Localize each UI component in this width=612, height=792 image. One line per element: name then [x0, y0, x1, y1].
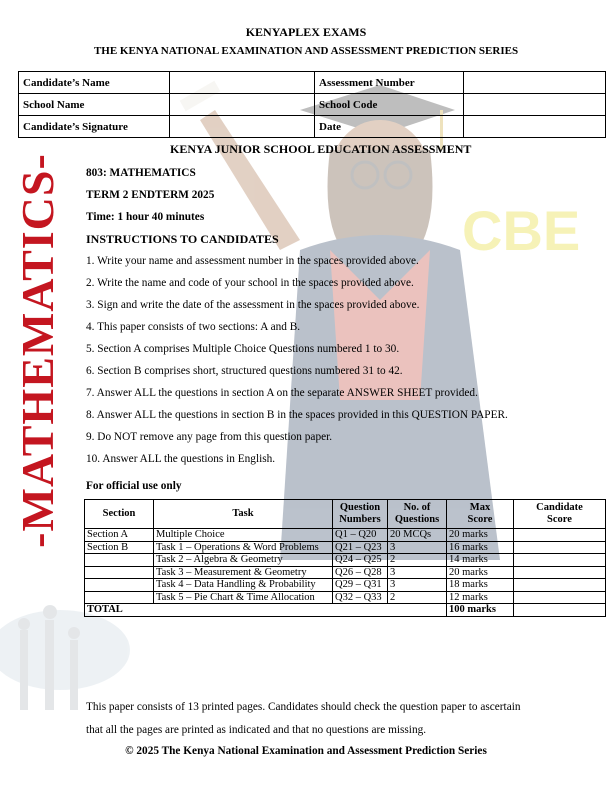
instruction-item: 10. Answer ALL the questions in English.	[86, 453, 276, 465]
row-task: Task 2 – Algebra & Geometry	[154, 554, 333, 567]
instructions-title: INSTRUCTIONS TO CANDIDATES	[86, 232, 279, 246]
row-section: Section B	[85, 541, 154, 554]
row-candidate-score[interactable]	[514, 579, 606, 592]
instruction-item: 4. This paper consists of two sections: A and B.	[86, 321, 301, 333]
total-max: 100 marks	[447, 604, 514, 617]
row-task: Task 1 – Operations & Word Problems	[154, 541, 333, 554]
row-count: 3	[388, 566, 447, 579]
row-questions: Q21 – Q23	[333, 541, 388, 554]
row-count: 3	[388, 541, 447, 554]
table-row	[85, 529, 606, 542]
row-task: Multiple Choice	[154, 529, 333, 542]
row-questions: Q1 – Q20	[333, 529, 388, 542]
row-questions: Q24 – Q25	[333, 554, 388, 567]
paper-info	[86, 162, 606, 470]
school-code-field[interactable]	[464, 94, 606, 116]
row-section	[85, 554, 154, 567]
row-candidate-score[interactable]	[514, 554, 606, 567]
copyright: © 2025 The Kenya National Examination and Assessment Prediction Series	[125, 745, 487, 757]
question-numbers-header: Question Numbers	[333, 500, 388, 529]
school-name-label: School Name	[19, 94, 170, 116]
row-section: Section A	[85, 529, 154, 542]
table-row	[85, 579, 606, 592]
row-count: 2	[388, 591, 447, 604]
row-section	[85, 566, 154, 579]
row-count: 2	[388, 554, 447, 567]
max-score-header: Max Score	[447, 500, 514, 529]
row-max: 18 marks	[447, 579, 514, 592]
assessment-number-label: Assessment Number	[315, 72, 464, 94]
table-row	[85, 554, 606, 567]
candidate-name-label: Candidate’s Name	[19, 72, 170, 94]
subject-line: 803: MATHEMATICS	[86, 167, 196, 179]
official-use-label: For official use only	[86, 480, 182, 492]
date-field[interactable]	[464, 116, 606, 138]
candidate-score-header: Candidate Score	[514, 500, 606, 529]
instruction-item: 2. Write the name and code of your school in the spaces provided above.	[86, 277, 414, 289]
instruction-item: 8. Answer ALL the questions in section B in the spaces provided in this QUESTION PAPER.	[86, 409, 508, 421]
row-candidate-score[interactable]	[514, 529, 606, 542]
date-label: Date	[315, 116, 464, 138]
candidate-name-field[interactable]	[170, 72, 315, 94]
time-line: Time: 1 hour 40 minutes	[86, 211, 205, 223]
assessment-number-field[interactable]	[464, 72, 606, 94]
instruction-item: 7. Answer ALL the questions in section A on the separate ANSWER SHEET provided.	[86, 387, 478, 399]
instruction-item: 6. Section B comprises short, structured questions numbered 31 to 42.	[86, 365, 403, 377]
table-row	[85, 591, 606, 604]
signature-field[interactable]	[170, 116, 315, 138]
row-max: 12 marks	[447, 591, 514, 604]
assessment-title: KENYA JUNIOR SCHOOL EDUCATION ASSESSMENT	[170, 142, 472, 156]
series-header: THE KENYA NATIONAL EXAMINATION AND ASSESSMENT PREDICTION SERIES	[93, 45, 519, 57]
instruction-item: 9. Do NOT remove any page from this question paper.	[86, 431, 333, 443]
term-line: TERM 2 ENDTERM 2025	[86, 189, 215, 201]
page-count-note: This paper consists of 13 printed pages. Candidates should check the question paper to ascertain	[86, 701, 521, 713]
row-task: Task 3 – Measurement & Geometry	[154, 566, 333, 579]
marks-table	[84, 499, 606, 617]
table-row	[85, 541, 606, 554]
table-row	[85, 566, 606, 579]
total-row	[85, 604, 606, 617]
row-questions: Q29 – Q31	[333, 579, 388, 592]
task-header: Task	[154, 500, 333, 529]
row-max: 14 marks	[447, 554, 514, 567]
org-header: KENYAPLEX EXAMS	[245, 25, 367, 39]
section-header: Section	[85, 500, 154, 529]
row-count: 20 MCQs	[388, 529, 447, 542]
school-name-field[interactable]	[170, 94, 315, 116]
instruction-item: 1. Write your name and assessment number in the spaces provided above.	[86, 255, 419, 267]
cbe-watermark: CBE	[462, 199, 581, 262]
signature-label: Candidate’s Signature	[19, 116, 170, 138]
row-candidate-score[interactable]	[514, 566, 606, 579]
row-questions: Q26 – Q28	[333, 566, 388, 579]
row-questions: Q32 – Q33	[333, 591, 388, 604]
row-section	[85, 591, 154, 604]
side-subject-title: -MATHEMATICS-	[12, 152, 63, 548]
row-max: 16 marks	[447, 541, 514, 554]
num-questions-header: No. of Questions	[388, 500, 447, 529]
row-task: Task 4 – Data Handling & Probability	[154, 579, 333, 592]
row-section	[85, 579, 154, 592]
row-candidate-score[interactable]	[514, 591, 606, 604]
school-code-label: School Code	[315, 94, 464, 116]
row-max: 20 marks	[447, 529, 514, 542]
row-task: Task 5 – Pie Chart & Time Allocation	[154, 591, 333, 604]
page-check-note: that all the pages are printed as indicated and that no questions are missing.	[86, 724, 427, 736]
instruction-item: 3. Sign and write the date of the assessment in the spaces provided above.	[86, 299, 420, 311]
row-count: 3	[388, 579, 447, 592]
total-candidate-score[interactable]	[514, 604, 606, 617]
row-candidate-score[interactable]	[514, 541, 606, 554]
candidate-details-table	[18, 71, 606, 138]
row-max: 20 marks	[447, 566, 514, 579]
instruction-item: 5. Section A comprises Multiple Choice Questions numbered 1 to 30.	[86, 343, 400, 355]
total-label: TOTAL	[85, 604, 447, 617]
